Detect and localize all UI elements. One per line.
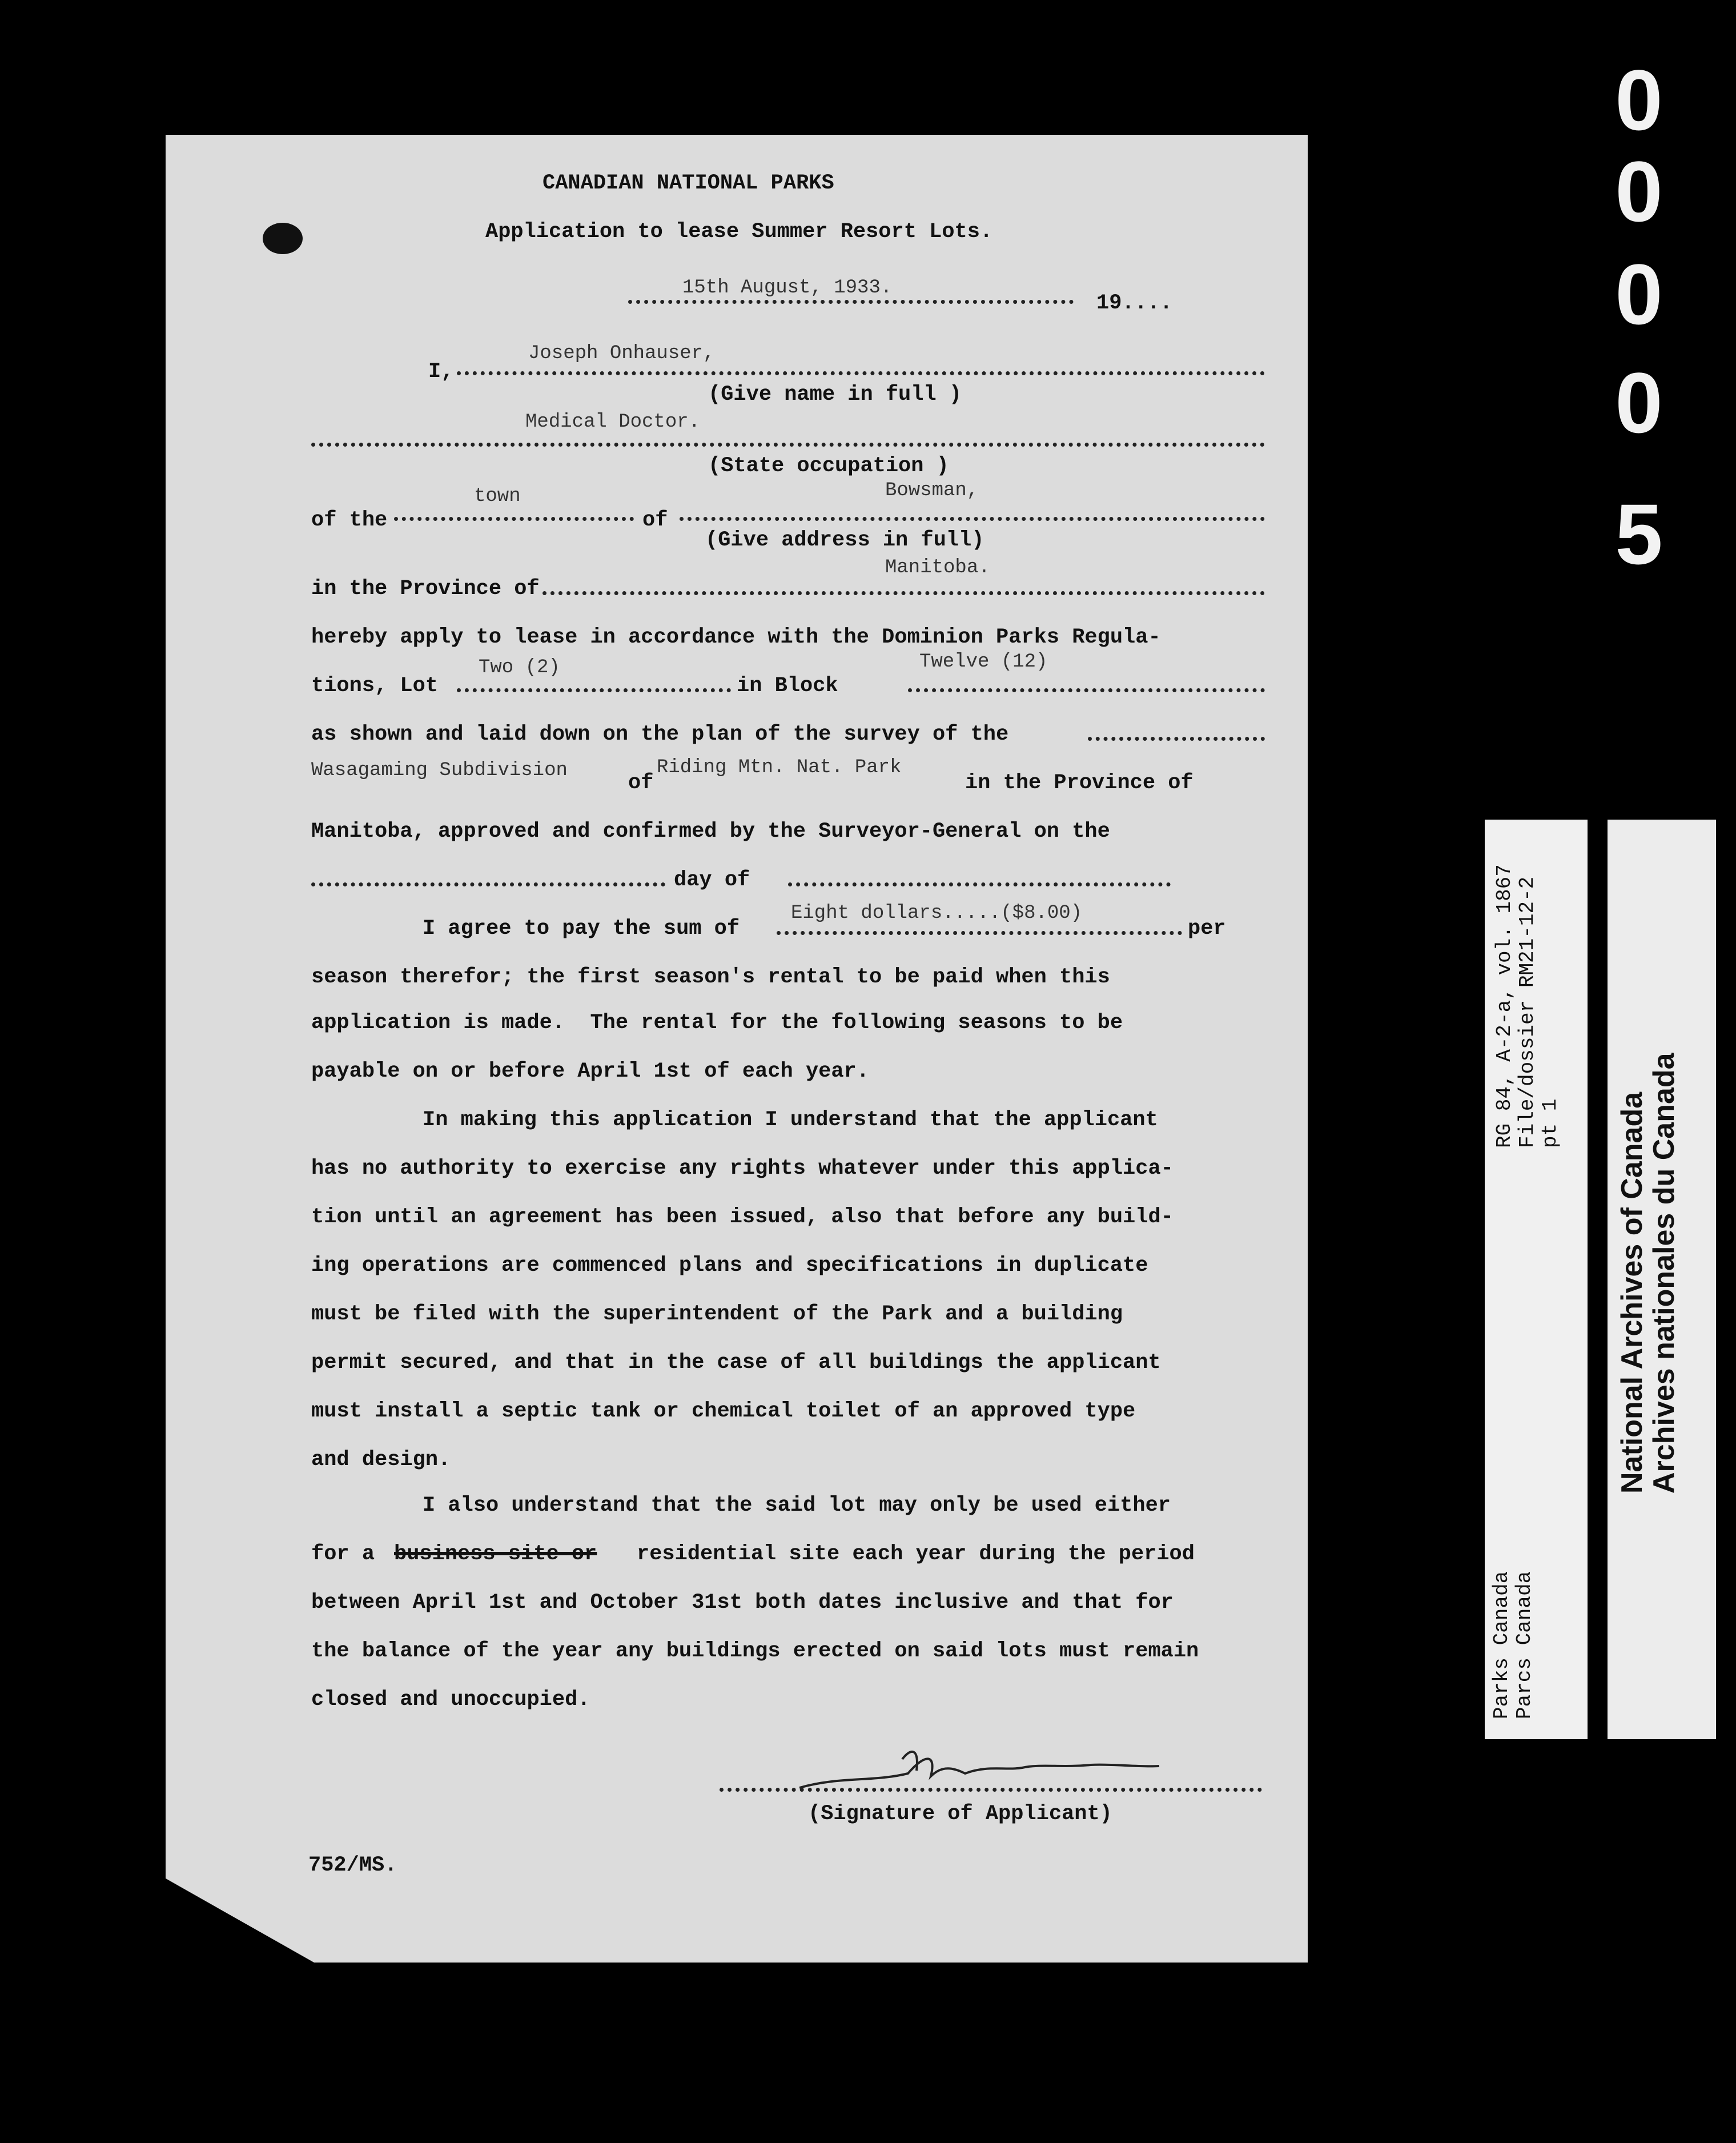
- nac-fr: Archives nationales du Canada: [1647, 1053, 1681, 1494]
- archive-ref-line1: RG 84, A-2-a, vol. 1867: [1493, 864, 1516, 1148]
- of-label: of: [642, 508, 668, 532]
- signature-hint: (Signature of Applicant): [808, 1802, 1112, 1826]
- form-number: 752/MS.: [308, 1853, 397, 1877]
- nac-block: [1616, 1053, 1680, 1494]
- parks-canada-fr: Parcs Canada: [1513, 1571, 1536, 1719]
- nac-en: National Archives of Canada: [1616, 1091, 1649, 1494]
- para2-line1: In making this application I understand that the applicant: [423, 1108, 1158, 1132]
- applicant-signature: [794, 1742, 1171, 1805]
- in-block-label: in Block: [737, 674, 838, 698]
- para1-line2: season therefor; the first season's rental to be paid when this: [311, 965, 1110, 989]
- para3-line1: I also understand that the said lot may only be used either: [423, 1494, 1171, 1518]
- shown-line: as shown and laid down on the plan of the survey of the: [311, 723, 1009, 747]
- year-prefix: 19....: [1096, 291, 1173, 315]
- para3-line4: the balance of the year any buildings erected on said lots must remain: [311, 1639, 1199, 1663]
- parks-canada-en: Parks Canada: [1490, 1571, 1513, 1719]
- occupation-value: Medical Doctor.: [525, 411, 701, 433]
- struck-text: business site or: [394, 1542, 597, 1566]
- para3-line2b: residential site each year during the period: [637, 1542, 1195, 1566]
- i-label: I,: [428, 360, 454, 384]
- film-digit-1: 0: [1615, 52, 1663, 148]
- town-type-value: town: [474, 485, 521, 507]
- archive-ref-line3: pt 1: [1538, 1098, 1562, 1148]
- name-value: Joseph Onhauser,: [528, 343, 715, 364]
- para2-line5: must be filed with the superintendent of the Park and a building: [311, 1302, 1123, 1326]
- sum-value: Eight dollars.....($8.00): [791, 902, 1083, 924]
- date-value: 15th August, 1933.: [682, 277, 893, 299]
- hereby-line: hereby apply to lease in accordance with the Dominion Parks Regula-: [311, 625, 1161, 649]
- archive-ref-line2: File/dossier RM21-12-2: [1516, 876, 1539, 1148]
- archive-ref-block: [1493, 864, 1562, 1148]
- film-digit-3: 0: [1615, 246, 1663, 342]
- block-value: Twelve (12): [919, 651, 1048, 673]
- para2-line2: has no authority to exercise any rights whatever under this applica-: [311, 1157, 1174, 1181]
- tions-lot-label: tions, Lot: [311, 674, 439, 698]
- para3-line5: closed and unoccupied.: [311, 1688, 590, 1712]
- of2-label: of: [628, 771, 654, 795]
- address-hint: (Give address in full): [705, 528, 984, 552]
- province-value: Manitoba.: [885, 557, 990, 579]
- para2-line4: ing operations are commenced plans and specifications in duplicate: [311, 1254, 1148, 1278]
- punch-hole: [263, 223, 303, 254]
- parks-canada-block: [1490, 1571, 1536, 1719]
- para2-line7: must install a septic tank or chemical toilet of an approved type: [311, 1399, 1136, 1423]
- lot-value: Two (2): [479, 657, 560, 679]
- name-hint: (Give name in full ): [708, 383, 962, 407]
- pay-line-b: per: [1188, 917, 1226, 941]
- para2-line3: tion until an agreement has been issued, also that before any build-: [311, 1205, 1174, 1229]
- film-digit-4: 0: [1615, 355, 1663, 451]
- para3-line2a: for a: [311, 1542, 375, 1566]
- of-the-label: of the: [311, 508, 388, 532]
- film-digit-5: 5: [1615, 486, 1663, 582]
- para1-line3: application is made. The rental for the following seasons to be: [311, 1011, 1123, 1035]
- town-value: Bowsman,: [885, 480, 979, 501]
- film-digit-2: 0: [1615, 143, 1663, 239]
- form-subtitle: Application to lease Summer Resort Lots.: [485, 220, 993, 244]
- province-label: in the Province of: [311, 577, 540, 601]
- day-of-label: day of: [674, 868, 750, 892]
- form-title: CANADIAN NATIONAL PARKS: [542, 171, 834, 195]
- occupation-hint: (State occupation ): [708, 454, 949, 478]
- para3-line3: between April 1st and October 31st both dates inclusive and that for: [311, 1591, 1174, 1615]
- para2-line6: permit secured, and that in the case of all buildings the applicant: [311, 1351, 1161, 1375]
- province-of-2: in the Province of: [965, 771, 1194, 795]
- para1-line4: payable on or before April 1st of each year.: [311, 1060, 869, 1083]
- manitoba-line: Manitoba, approved and confirmed by the Surveyor-General on the: [311, 820, 1110, 844]
- park-value: Riding Mtn. Nat. Park: [657, 757, 902, 778]
- para2-line8: and design.: [311, 1448, 451, 1472]
- pay-line-a: I agree to pay the sum of: [423, 917, 740, 941]
- subdivision-value: Wasagaming Subdivision: [311, 760, 568, 781]
